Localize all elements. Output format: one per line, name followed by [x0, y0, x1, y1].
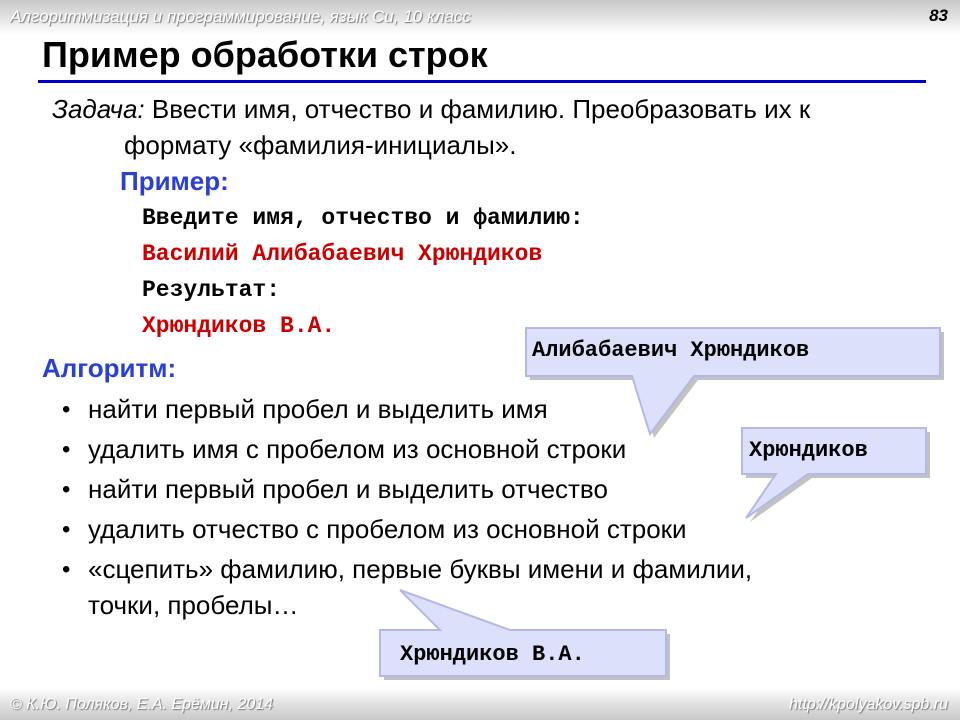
- task-line-2: формату «фамилия-инициалы».: [124, 130, 517, 160]
- bullet-icon: •: [62, 396, 71, 423]
- callout-surname: Хрюндиков: [749, 438, 868, 463]
- callout-middle-name-surname: Алибабаевич Хрюндиков: [532, 338, 810, 363]
- example-input: Василий Алибабаевич Хрюндиков: [142, 241, 543, 267]
- callout-result: Хрюндиков В.А.: [400, 642, 585, 667]
- page-number: 83: [929, 6, 948, 25]
- footer-authors: © К.Ю. Поляков, Е.А. Ерёмин, 2014: [10, 696, 274, 713]
- bullet-icon: •: [62, 436, 71, 463]
- algorithm-step-2: удалить имя с пробелом из основной строки: [88, 434, 627, 464]
- example-prompt: Введите имя, отчество и фамилию:: [142, 205, 584, 231]
- example-result-label: Результат:: [142, 277, 281, 303]
- algorithm-label: Алгоритм:: [42, 353, 177, 383]
- footer-website: http://kpolyakov.spb.ru: [789, 696, 948, 713]
- bullet-icon: •: [62, 556, 71, 583]
- example-result: Хрюндиков В.А.: [142, 313, 336, 339]
- footer-bar: [0, 688, 960, 720]
- algorithm-step-5-continued: точки, пробелы…: [88, 590, 299, 620]
- algorithm-step-1: найти первый пробел и выделить имя: [88, 394, 548, 424]
- bullet-icon: •: [62, 516, 71, 543]
- example-label: Пример:: [120, 166, 229, 196]
- algorithm-step-3: найти первый пробел и выделить отчество: [88, 474, 608, 504]
- algorithm-step-5: «сцепить» фамилию, первые буквы имени и фамилии,: [88, 554, 753, 584]
- slide-title: Пример обработки строк: [42, 34, 488, 75]
- course-title: Алгоритмизация и программирование, язык Си, 10 класс: [10, 7, 471, 26]
- task-label: Задача:: [52, 94, 145, 124]
- bullet-icon: •: [62, 476, 71, 503]
- task-text-1: Ввести имя, отчество и фамилию. Преобразовать их к: [144, 94, 811, 124]
- algorithm-step-4: удалить отчество с пробелом из основной строки: [88, 514, 687, 544]
